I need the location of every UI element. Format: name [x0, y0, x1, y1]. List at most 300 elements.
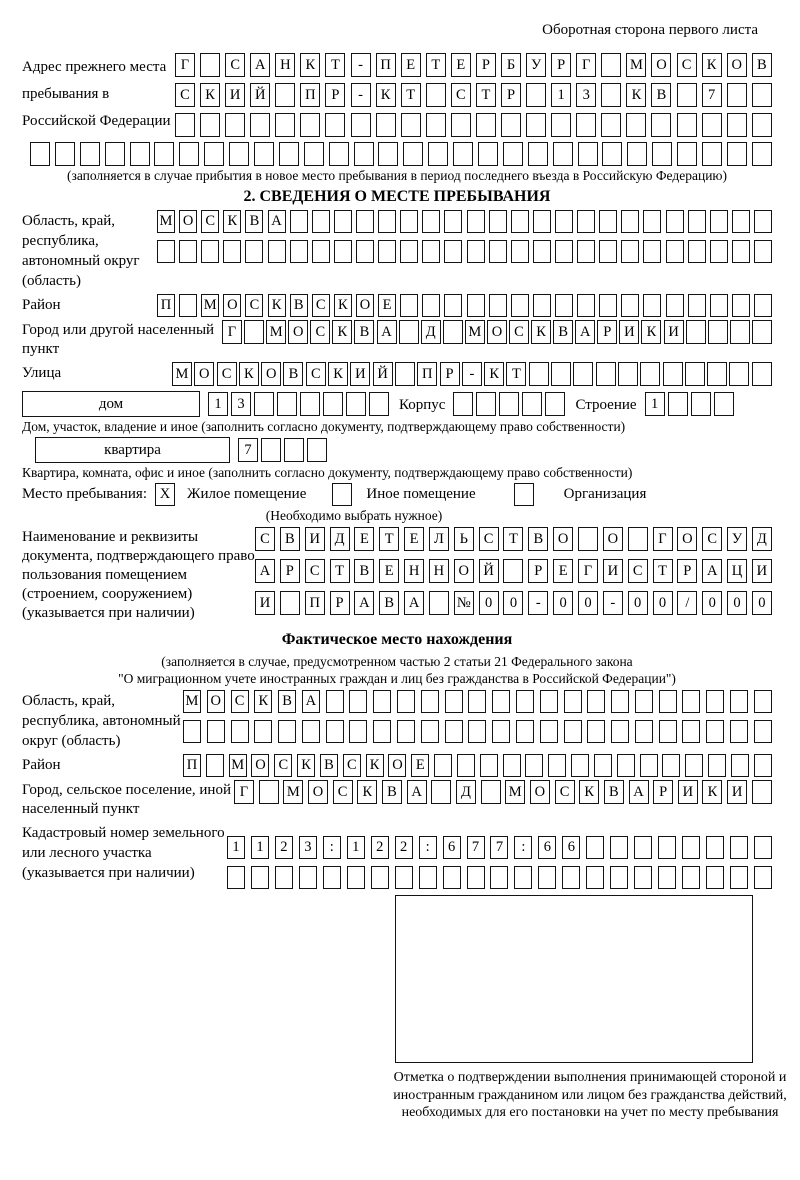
form-cell[interactable]: О — [388, 754, 406, 777]
form-cell[interactable] — [200, 53, 220, 77]
form-cell[interactable] — [643, 294, 661, 317]
form-cell[interactable] — [451, 113, 471, 137]
form-cell[interactable] — [468, 720, 486, 743]
form-cell[interactable]: Р — [330, 591, 350, 615]
form-cell[interactable] — [652, 142, 672, 166]
form-cell[interactable] — [658, 866, 676, 889]
form-cell[interactable]: Т — [401, 83, 421, 107]
form-cell[interactable]: П — [157, 294, 175, 317]
form-cell[interactable]: О — [677, 527, 697, 551]
form-cell[interactable]: К — [366, 754, 384, 777]
form-cell[interactable]: 0 — [479, 591, 499, 615]
form-cell[interactable] — [183, 720, 201, 743]
form-cell[interactable] — [727, 113, 747, 137]
form-cell[interactable]: Г — [653, 527, 673, 551]
form-cell[interactable] — [610, 836, 628, 859]
form-cell[interactable] — [754, 866, 772, 889]
form-cell[interactable] — [395, 866, 413, 889]
form-cell[interactable] — [708, 754, 726, 777]
form-cell[interactable] — [55, 142, 75, 166]
form-cell[interactable]: - — [462, 362, 482, 386]
form-cell[interactable]: 0 — [752, 591, 772, 615]
form-cell[interactable]: О — [487, 320, 507, 344]
form-cell[interactable]: Е — [553, 559, 573, 583]
form-cell[interactable]: М — [283, 780, 303, 804]
form-cell[interactable]: 1 — [227, 836, 245, 859]
form-cell[interactable]: - — [603, 591, 623, 615]
form-cell[interactable]: И — [305, 527, 325, 551]
form-cell[interactable]: 0 — [503, 591, 523, 615]
form-cell[interactable] — [467, 210, 485, 233]
form-cell[interactable]: Р — [476, 53, 496, 77]
form-cell[interactable]: 2 — [371, 836, 389, 859]
form-cell[interactable] — [378, 142, 398, 166]
form-cell[interactable] — [526, 83, 546, 107]
form-cell[interactable]: К — [357, 780, 377, 804]
form-cell[interactable]: К — [254, 690, 272, 713]
form-cell[interactable]: 0 — [578, 591, 598, 615]
form-cell[interactable] — [503, 559, 523, 583]
form-cell[interactable] — [444, 240, 462, 263]
form-cell[interactable] — [346, 392, 366, 416]
form-cell[interactable] — [453, 392, 473, 416]
form-cell[interactable] — [204, 142, 224, 166]
form-cell[interactable] — [754, 720, 772, 743]
form-cell[interactable] — [280, 591, 300, 615]
form-cell[interactable] — [727, 83, 747, 107]
form-cell[interactable] — [179, 240, 197, 263]
form-cell[interactable]: : — [419, 836, 437, 859]
form-cell[interactable] — [290, 240, 308, 263]
form-cell[interactable]: К — [239, 362, 259, 386]
form-cell[interactable] — [685, 754, 703, 777]
form-cell[interactable]: В — [280, 527, 300, 551]
form-cell[interactable]: А — [404, 591, 424, 615]
form-cell[interactable] — [476, 113, 496, 137]
form-cell[interactable]: О — [194, 362, 214, 386]
form-cell[interactable]: Р — [501, 83, 521, 107]
form-cell[interactable] — [300, 392, 320, 416]
form-cell[interactable] — [522, 392, 542, 416]
form-cell[interactable]: С — [245, 294, 263, 317]
form-cell[interactable] — [200, 113, 220, 137]
form-cell[interactable] — [621, 294, 639, 317]
form-cell[interactable] — [229, 142, 249, 166]
form-cell[interactable] — [551, 113, 571, 137]
form-cell[interactable]: К — [376, 83, 396, 107]
form-cell[interactable] — [275, 113, 295, 137]
form-cell[interactable]: С — [217, 362, 237, 386]
form-cell[interactable] — [422, 210, 440, 233]
form-cell[interactable] — [444, 210, 462, 233]
form-cell[interactable] — [516, 690, 534, 713]
form-cell[interactable] — [428, 142, 448, 166]
form-cell[interactable] — [157, 240, 175, 263]
form-cell[interactable]: К — [328, 362, 348, 386]
form-cell[interactable] — [610, 866, 628, 889]
form-cell[interactable]: В — [382, 780, 402, 804]
form-cell[interactable] — [105, 142, 125, 166]
form-cell[interactable] — [503, 142, 523, 166]
form-cell[interactable]: С — [175, 83, 195, 107]
form-cell[interactable] — [175, 113, 195, 137]
form-cell[interactable] — [312, 240, 330, 263]
form-cell[interactable]: 7 — [238, 438, 258, 462]
form-cell[interactable]: С — [201, 210, 219, 233]
form-cell[interactable] — [254, 392, 274, 416]
form-cell[interactable]: К — [702, 780, 722, 804]
form-cell[interactable] — [250, 113, 270, 137]
form-cell[interactable] — [223, 240, 241, 263]
form-cell[interactable]: С — [677, 53, 697, 77]
form-cell[interactable] — [528, 142, 548, 166]
form-cell[interactable]: К — [334, 294, 352, 317]
form-cell[interactable]: Т — [476, 83, 496, 107]
form-cell[interactable]: С — [305, 559, 325, 583]
form-cell[interactable]: М — [626, 53, 646, 77]
form-cell[interactable] — [545, 392, 565, 416]
form-cell[interactable] — [334, 210, 352, 233]
form-cell[interactable]: 0 — [628, 591, 648, 615]
form-cell[interactable]: В — [379, 591, 399, 615]
form-cell[interactable]: Т — [330, 559, 350, 583]
form-cell[interactable] — [277, 392, 297, 416]
form-cell[interactable] — [573, 362, 593, 386]
form-cell[interactable]: - — [351, 83, 371, 107]
form-cell[interactable] — [511, 210, 529, 233]
form-cell[interactable]: Е — [379, 559, 399, 583]
form-cell[interactable]: А — [629, 780, 649, 804]
form-cell[interactable]: О — [207, 690, 225, 713]
form-cell[interactable]: С — [255, 527, 275, 551]
form-cell[interactable] — [478, 142, 498, 166]
form-cell[interactable]: 0 — [702, 591, 722, 615]
form-cell[interactable] — [754, 294, 772, 317]
form-cell[interactable]: С — [310, 320, 330, 344]
form-cell[interactable]: Г — [234, 780, 254, 804]
form-cell[interactable] — [480, 754, 498, 777]
form-cell[interactable] — [686, 320, 706, 344]
form-cell[interactable] — [429, 591, 449, 615]
form-cell[interactable]: К — [297, 754, 315, 777]
form-cell[interactable] — [422, 240, 440, 263]
form-cell[interactable] — [503, 754, 521, 777]
form-cell[interactable]: : — [514, 836, 532, 859]
form-cell[interactable] — [714, 392, 734, 416]
form-cell[interactable] — [562, 866, 580, 889]
form-cell[interactable] — [659, 690, 677, 713]
form-cell[interactable] — [533, 240, 551, 263]
form-cell[interactable] — [682, 866, 700, 889]
form-cell[interactable] — [668, 392, 688, 416]
form-cell[interactable] — [708, 320, 728, 344]
form-cell[interactable] — [395, 362, 415, 386]
form-cell[interactable]: Т — [426, 53, 446, 77]
form-cell[interactable]: А — [575, 320, 595, 344]
form-cell[interactable] — [397, 720, 415, 743]
form-cell[interactable]: В — [553, 320, 573, 344]
form-cell[interactable] — [231, 720, 249, 743]
form-cell[interactable] — [526, 113, 546, 137]
form-cell[interactable]: М — [465, 320, 485, 344]
form-cell[interactable]: В — [354, 559, 374, 583]
form-cell[interactable]: В — [278, 690, 296, 713]
checkbox-org[interactable] — [514, 483, 534, 506]
form-cell[interactable]: Т — [379, 527, 399, 551]
form-cell[interactable]: Н — [404, 559, 424, 583]
form-cell[interactable] — [419, 866, 437, 889]
form-cell[interactable]: 1 — [347, 836, 365, 859]
form-cell[interactable] — [354, 142, 374, 166]
form-cell[interactable] — [635, 690, 653, 713]
form-cell[interactable]: Ц — [727, 559, 747, 583]
form-cell[interactable]: К — [531, 320, 551, 344]
form-cell[interactable]: В — [604, 780, 624, 804]
form-cell[interactable] — [329, 142, 349, 166]
form-cell[interactable]: П — [417, 362, 437, 386]
form-cell[interactable]: - — [351, 53, 371, 77]
form-cell[interactable] — [621, 210, 639, 233]
form-cell[interactable]: А — [377, 320, 397, 344]
form-cell[interactable] — [617, 754, 635, 777]
form-cell[interactable] — [179, 142, 199, 166]
form-cell[interactable]: Е — [451, 53, 471, 77]
form-cell[interactable]: 2 — [275, 836, 293, 859]
form-cell[interactable]: И — [619, 320, 639, 344]
form-cell[interactable] — [457, 754, 475, 777]
form-cell[interactable]: Р — [677, 559, 697, 583]
form-cell[interactable] — [626, 113, 646, 137]
form-cell[interactable]: В — [283, 362, 303, 386]
form-cell[interactable] — [663, 362, 683, 386]
form-cell[interactable] — [373, 690, 391, 713]
form-cell[interactable] — [307, 438, 327, 462]
form-cell[interactable]: / — [677, 591, 697, 615]
form-cell[interactable] — [492, 720, 510, 743]
form-cell[interactable] — [752, 83, 772, 107]
form-cell[interactable] — [578, 142, 598, 166]
form-cell[interactable] — [421, 690, 439, 713]
form-cell[interactable] — [688, 294, 706, 317]
form-cell[interactable] — [732, 294, 750, 317]
form-cell[interactable]: Р — [597, 320, 617, 344]
form-cell[interactable]: 0 — [653, 591, 673, 615]
form-cell[interactable]: К — [626, 83, 646, 107]
form-cell[interactable] — [397, 690, 415, 713]
form-cell[interactable]: Г — [576, 53, 596, 77]
form-cell[interactable]: Е — [401, 53, 421, 77]
form-cell[interactable]: О — [356, 294, 374, 317]
form-cell[interactable]: О — [261, 362, 281, 386]
form-cell[interactable] — [201, 240, 219, 263]
form-cell[interactable]: А — [268, 210, 286, 233]
form-cell[interactable] — [302, 720, 320, 743]
form-cell[interactable] — [261, 438, 281, 462]
form-cell[interactable]: О — [530, 780, 550, 804]
form-cell[interactable]: А — [302, 690, 320, 713]
form-cell[interactable] — [225, 113, 245, 137]
form-cell[interactable]: 7 — [467, 836, 485, 859]
form-cell[interactable] — [490, 866, 508, 889]
form-cell[interactable] — [599, 240, 617, 263]
form-cell[interactable]: : — [323, 836, 341, 859]
form-cell[interactable] — [730, 690, 748, 713]
form-cell[interactable] — [326, 690, 344, 713]
form-cell[interactable] — [651, 113, 671, 137]
form-cell[interactable] — [596, 362, 616, 386]
form-cell[interactable] — [426, 113, 446, 137]
form-cell[interactable] — [351, 113, 371, 137]
form-cell[interactable]: О — [288, 320, 308, 344]
form-cell[interactable] — [634, 836, 652, 859]
form-cell[interactable] — [278, 720, 296, 743]
form-cell[interactable] — [682, 720, 700, 743]
form-cell[interactable]: С — [306, 362, 326, 386]
form-cell[interactable]: А — [702, 559, 722, 583]
form-cell[interactable]: 1 — [208, 392, 228, 416]
form-cell[interactable] — [275, 866, 293, 889]
form-cell[interactable]: 6 — [562, 836, 580, 859]
form-cell[interactable]: Р — [653, 780, 673, 804]
form-cell[interactable]: Т — [325, 53, 345, 77]
form-cell[interactable] — [634, 866, 652, 889]
form-cell[interactable] — [666, 210, 684, 233]
form-cell[interactable] — [553, 142, 573, 166]
form-cell[interactable]: Т — [503, 527, 523, 551]
form-cell[interactable]: О — [454, 559, 474, 583]
form-cell[interactable] — [445, 720, 463, 743]
form-cell[interactable]: Р — [440, 362, 460, 386]
form-cell[interactable] — [511, 240, 529, 263]
form-cell[interactable] — [727, 142, 747, 166]
form-cell[interactable] — [640, 754, 658, 777]
form-cell[interactable]: О — [727, 53, 747, 77]
form-cell[interactable] — [548, 754, 566, 777]
form-cell[interactable] — [130, 142, 150, 166]
form-cell[interactable] — [254, 720, 272, 743]
form-cell[interactable]: 0 — [727, 591, 747, 615]
form-cell[interactable] — [732, 210, 750, 233]
form-cell[interactable]: Й — [373, 362, 393, 386]
form-cell[interactable]: С — [343, 754, 361, 777]
form-cell[interactable] — [275, 83, 295, 107]
form-cell[interactable]: Г — [578, 559, 598, 583]
form-cell[interactable]: Р — [325, 83, 345, 107]
form-cell[interactable] — [334, 240, 352, 263]
form-cell[interactable] — [601, 83, 621, 107]
form-cell[interactable] — [564, 690, 582, 713]
form-cell[interactable] — [516, 720, 534, 743]
form-cell[interactable] — [564, 720, 582, 743]
form-cell[interactable] — [754, 690, 772, 713]
form-cell[interactable]: С — [451, 83, 471, 107]
form-cell[interactable]: 7 — [490, 836, 508, 859]
form-cell[interactable]: В — [528, 527, 548, 551]
form-cell[interactable] — [227, 866, 245, 889]
form-cell[interactable] — [349, 720, 367, 743]
form-cell[interactable] — [443, 320, 463, 344]
form-cell[interactable]: А — [407, 780, 427, 804]
form-cell[interactable] — [245, 240, 263, 263]
form-cell[interactable]: Т — [506, 362, 526, 386]
form-cell[interactable]: 6 — [443, 836, 461, 859]
form-cell[interactable] — [628, 527, 648, 551]
form-cell[interactable]: М — [229, 754, 247, 777]
form-cell[interactable] — [421, 720, 439, 743]
form-cell[interactable]: К — [223, 210, 241, 233]
form-cell[interactable]: Н — [429, 559, 449, 583]
form-cell[interactable] — [555, 240, 573, 263]
form-cell[interactable] — [662, 754, 680, 777]
form-cell[interactable]: Г — [222, 320, 242, 344]
form-cell[interactable] — [706, 866, 724, 889]
form-cell[interactable] — [206, 754, 224, 777]
form-cell[interactable] — [312, 210, 330, 233]
form-cell[interactable] — [729, 362, 749, 386]
form-cell[interactable] — [730, 720, 748, 743]
form-cell[interactable] — [602, 142, 622, 166]
form-cell[interactable] — [586, 866, 604, 889]
form-cell[interactable] — [511, 294, 529, 317]
form-cell[interactable]: Д — [456, 780, 476, 804]
form-cell[interactable] — [401, 113, 421, 137]
form-cell[interactable] — [577, 210, 595, 233]
form-cell[interactable] — [540, 720, 558, 743]
form-cell[interactable] — [533, 210, 551, 233]
form-cell[interactable]: П — [376, 53, 396, 77]
form-cell[interactable] — [30, 142, 50, 166]
form-cell[interactable]: Г — [175, 53, 195, 77]
form-cell[interactable]: П — [183, 754, 201, 777]
form-cell[interactable]: И — [752, 559, 772, 583]
form-cell[interactable] — [688, 240, 706, 263]
form-cell[interactable] — [601, 113, 621, 137]
form-cell[interactable]: М — [172, 362, 192, 386]
form-cell[interactable] — [691, 392, 711, 416]
form-cell[interactable]: С — [702, 527, 722, 551]
form-cell[interactable] — [594, 754, 612, 777]
checkbox-zhiloe[interactable]: X — [155, 483, 175, 506]
form-cell[interactable]: Б — [501, 53, 521, 77]
form-cell[interactable]: И — [678, 780, 698, 804]
form-cell[interactable] — [599, 294, 617, 317]
form-cell[interactable]: С — [509, 320, 529, 344]
form-cell[interactable]: В — [320, 754, 338, 777]
form-cell[interactable]: - — [528, 591, 548, 615]
form-cell[interactable] — [444, 294, 462, 317]
form-cell[interactable] — [587, 720, 605, 743]
form-cell[interactable] — [578, 527, 598, 551]
form-cell[interactable] — [426, 83, 446, 107]
form-cell[interactable]: С — [274, 754, 292, 777]
form-cell[interactable] — [621, 240, 639, 263]
form-cell[interactable] — [730, 320, 750, 344]
form-cell[interactable]: У — [727, 527, 747, 551]
form-cell[interactable] — [376, 113, 396, 137]
form-cell[interactable]: Т — [653, 559, 673, 583]
form-cell[interactable]: И — [664, 320, 684, 344]
form-cell[interactable] — [731, 754, 749, 777]
form-cell[interactable] — [489, 294, 507, 317]
form-cell[interactable]: С — [555, 780, 575, 804]
form-cell[interactable]: Р — [551, 53, 571, 77]
form-cell[interactable] — [499, 392, 519, 416]
form-cell[interactable] — [378, 210, 396, 233]
form-cell[interactable] — [347, 866, 365, 889]
form-cell[interactable]: М — [201, 294, 219, 317]
form-cell[interactable]: И — [603, 559, 623, 583]
form-cell[interactable] — [576, 113, 596, 137]
